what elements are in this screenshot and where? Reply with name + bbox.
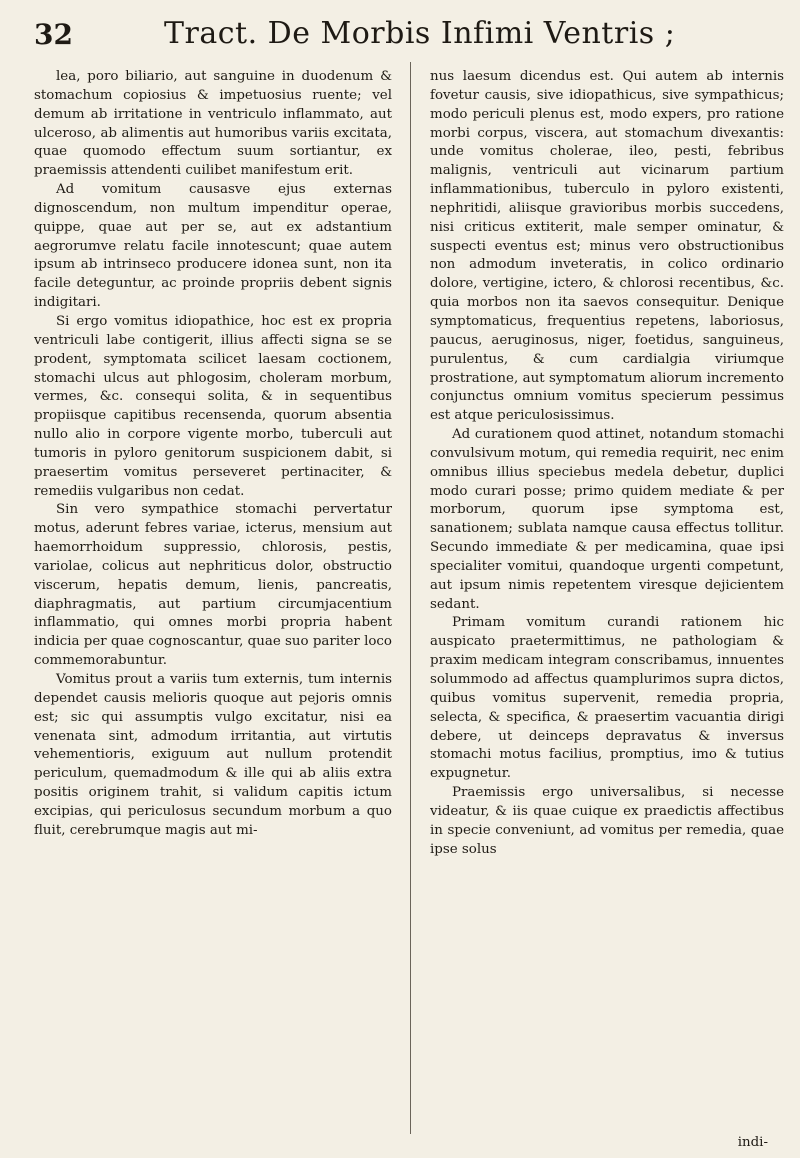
paragraph: Praemissis ergo universalibus, si necesse videatur, & iis quae cuique ex praedictis affectibus in specie conveniunt, ad vomitus per remedia, quae ipse solus [430,785,784,857]
paragraph: Ad curationem quod attinet, notandum stomachi convulsivum motum, qui remedia requirit, nec enim omnibus illius speciebus medela debetur, duplici modo curari posse; primo quidem mediate & per morborum, quorum ipse symptoma est, sanationem; sublata namque causa effectus tollitur. Secundo immediate & per medicamina, quae ipsi specialiter vomitui, quandoque urgenti competunt, aut ipsum nimis repetentem viresque dejicientem sedant. [430,427,784,612]
running-title: Tract. De Morbis Infimi Ventris ; [164,16,676,51]
paragraph: Si ergo vomitus idiopathice, hoc est ex propria ventriculi labe contigerit, illius affecti signa se se prodent, symptomata scilicet laesam coctionem, stomachi ulcus aut phlogosim, choleram morbum, vermes, &c. consequi solita, & in sequentibus propiisque capitibus recensenda, quorum absentia nullo alio in corpore vigente morbo, tuberculi aut tumoris in pyloro genitorum suspicionem dabit, si praesertim vomitus perseveret pertinaciter, & remediis vulgaribus non cedat. [34,313,392,499]
page-header [34,12,780,62]
column-divider [410,62,411,1134]
paragraph: nus laesum dicendus est. Qui autem ab internis fovetur causis, sive idiopathicus, sive sympathicus; modo periculi plenus est, modo expers, pro ratione morbi corpus, viscera, aut stomachum divexantis: unde vomitus cholerae, ileo, pesti, febribus malignis, ventriculi aut vicinarum partium inflammationibus, tuberculo in pyloro existenti, nephritidi, aliisque gravioribus morbis succedens, nisi criticus extiterit, male semper ominatur, & suspecti eventus est; minus vero obstructionibus non admodum inveteratis, in colico ordinario dolore, vertigine, ictero, & chlorosi recentibus, &c. quia morbos non ita saevos consequitur. Denique symptomaticus, frequentius repetens, laboriosus, paucus, aeruginosus, niger, foetidus, sanguineus, purulentus, & cum cardialgia viriumque prostratione, aut symptomatum aliorum incremento conjunctus omnium vomitus specierum pessimus est atque periculosissimus. [430,69,784,424]
paragraph: Vomitus prout a variis tum externis, tum internis dependet causis melioris quoque aut pejoris omnis est; sic qui assumptis vulgo excitatur, nisi ea venenata sint, admodum irritantia, aut virtutis vehementioris, exiguum aut nullum protendit periculum, quemadmodum & ille qui ab aliis extra positis originem trahit, si validum capitis ictum excipias, qui periculosus secundum morbum a quo fluit, cerebrumque magis aut mi- [34,672,392,838]
page-number: 32 [34,18,73,51]
right-column [430,68,784,1144]
left-column [34,68,392,1144]
paragraph: Sin vero sympathice stomachi pervertatur motus, aderunt febres variae, icterus, mensium aut haemorrhoidum suppressio, chlorosis, pestis, variolae, colicus aut nephriticus dolor, obstructio viscerum, hepatis demum, lienis, pancreatis, diaphragmatis, aut partium circumjacentium inflammatio, qui omnes morbi propria habent indicia per quae cognoscantur, quae suo pariter loco commemorabuntur. [34,502,392,669]
paragraph: Ad vomitum causasve ejus externas dignoscendum, non multum impenditur operae, quippe, quae aut per se, aut ex adstantium aegrorumve relatu facile innotescunt; quae autem ipsum ab intrinseco producere idonea sunt, non ita facile deteguntur, ac proinde propriis debent signis indigitari. [34,182,392,311]
catchword: indi- [737,1135,768,1150]
paragraph: lea, poro biliario, aut sanguine in duodenum & stomachum copiosius & impetuosius ruente; vel demum ab irritatione in ventriculo inflammato, aut ulceroso, ab alimentis aut humoribus variis excitata, quae quomodo effectum suum sortiantur, ex praemissis attendenti cuilibet manifestum erit. [34,69,392,179]
paragraph: Primam vomitum curandi rationem hic auspicato praetermittimus, ne pathologiam & praxim medicam integram conscribamus, innuentes solummodo ad affectus quamplurimos supra dictos, quibus vomitus supervenit, remedia propria, selecta, & specifica, & praesertim vacuantia dirigi debere, ut deinceps depravatus & inversus stomachi motus facilius, promptius, imo & tutius expugnetur. [430,615,784,782]
